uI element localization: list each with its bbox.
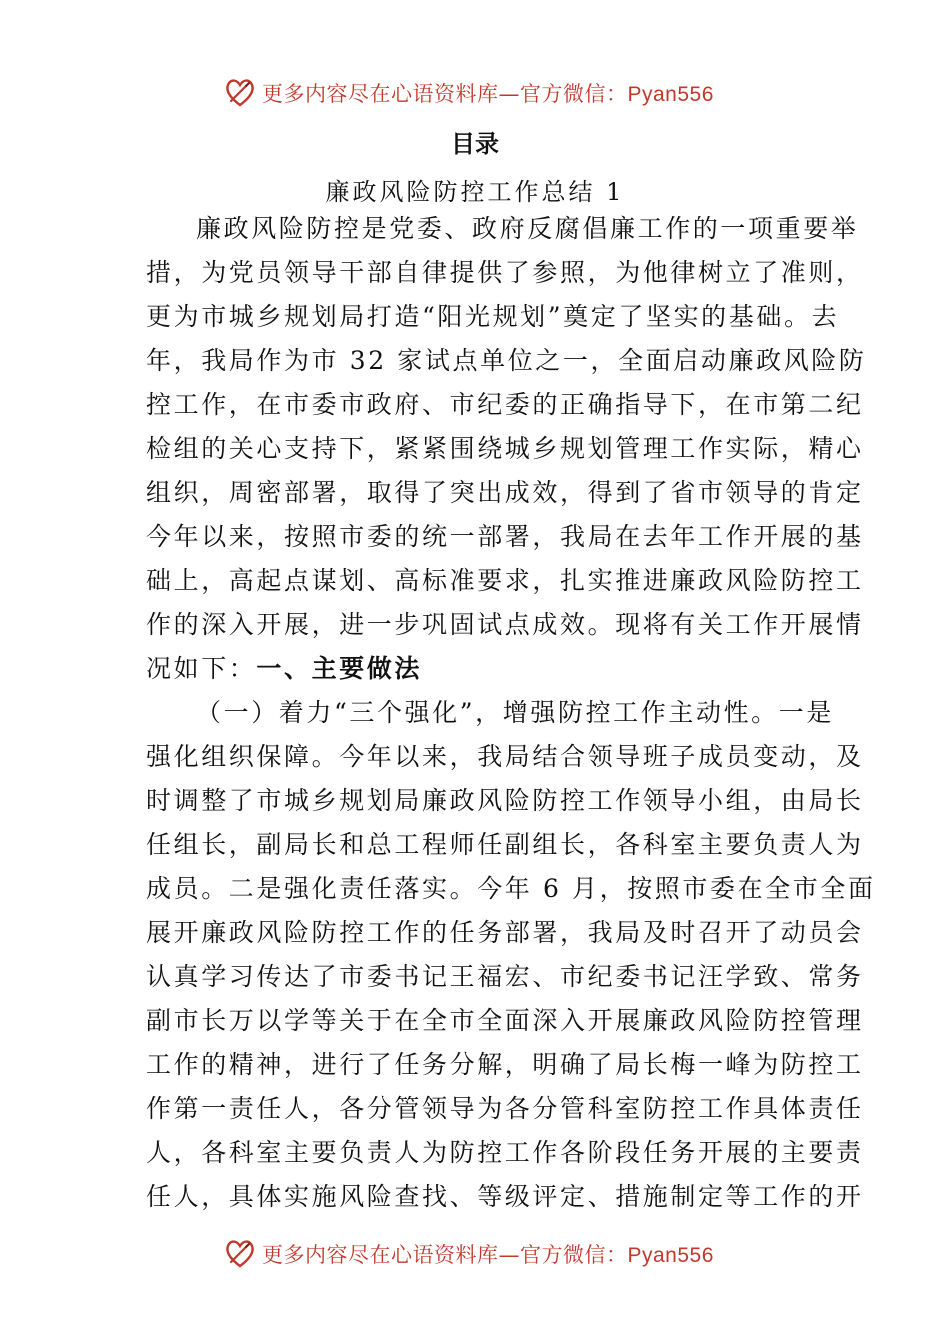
body-line: 组织，周密部署，取得了突出成效，得到了省市领导的肯定 [146,478,864,507]
body-line: （一）着力“三个强化”，增强防控工作主动性。一是 [196,698,834,727]
body-line-with-heading [146,647,808,691]
body-line: 今年以来，按照市委的统一部署，我局在去年工作开展的基 [146,522,864,551]
body-line: 作第一责任人，各分管领导为各分管科室防控工作具体责任 [146,1094,864,1123]
heart-pen-logo-icon [222,1235,258,1271]
banner-label: 更多内容尽在心语资料库—官方微信： [262,82,628,106]
toc-title: 目录 [451,130,499,158]
body-line: 副市长万以学等关于在全市全面深入开展廉政风险防控管理 [146,1006,864,1035]
body-line: 时调整了市城乡规划局廉政风险防控工作领导小组，由局长 [146,786,864,815]
section-heading: 一、主要做法 [256,654,423,683]
banner-label: 更多内容尽在心语资料库—官方微信： [262,1243,628,1267]
header-banner [0,72,950,112]
footer-banner [0,1233,950,1273]
document-body [146,207,876,1219]
body-line: 任人，具体实施风险查找、等级评定、措施制定等工作的开 [146,1182,864,1211]
body-line: 成员。二是强化责任落实。今年 6 月，按照市委在全市全面 [146,874,876,903]
body-line-prefix: 况如下： [146,654,257,683]
toc-entry[interactable]: 廉政风险防控工作总结 1 [325,178,625,206]
body-line: 展开廉政风险防控工作的任务部署，我局及时召开了动员会 [146,918,864,947]
banner-wechat-id: Pyan556 [627,1244,714,1267]
body-line: 年，我局作为市 32 家试点单位之一，全面启动廉政风险防 [146,346,867,375]
body-line: 检组的关心支持下，紧紧围绕城乡规划管理工作实际，精心 [146,434,864,463]
body-line: 作的深入开展，进一步巩固试点成效。现将有关工作开展情 [146,610,864,639]
banner-text [262,78,714,108]
body-line: 措，为党员领导干部自律提供了参照，为他律树立了准则， [146,258,864,287]
body-line: 工作的精神，进行了任务分解，明确了局长梅一峰为防控工 [146,1050,864,1079]
banner-text [262,1239,714,1269]
body-line: 认真学习传达了市委书记王福宏、市纪委书记汪学致、常务 [146,962,864,991]
body-line: 廉政风险防控是党委、政府反腐倡廉工作的一项重要举 [196,214,859,243]
body-line: 人，各科室主要负责人为防控工作各阶段任务开展的主要责 [146,1138,864,1167]
body-line: 任组长，副局长和总工程师任副组长，各科室主要负责人为 [146,830,864,859]
body-line: 控工作，在市委市政府、市纪委的正确指导下，在市第二纪 [146,390,864,419]
body-line: 强化组织保障。今年以来，我局结合领导班子成员变动，及 [146,742,864,771]
banner-wechat-id: Pyan556 [627,83,714,106]
body-line: 础上，高起点谋划、高标准要求，扎实推进廉政风险防控工 [146,566,864,595]
body-line: 更为市城乡规划局打造“阳光规划”奠定了坚实的基础。去 [146,302,840,331]
heart-pen-logo-icon [222,74,258,110]
